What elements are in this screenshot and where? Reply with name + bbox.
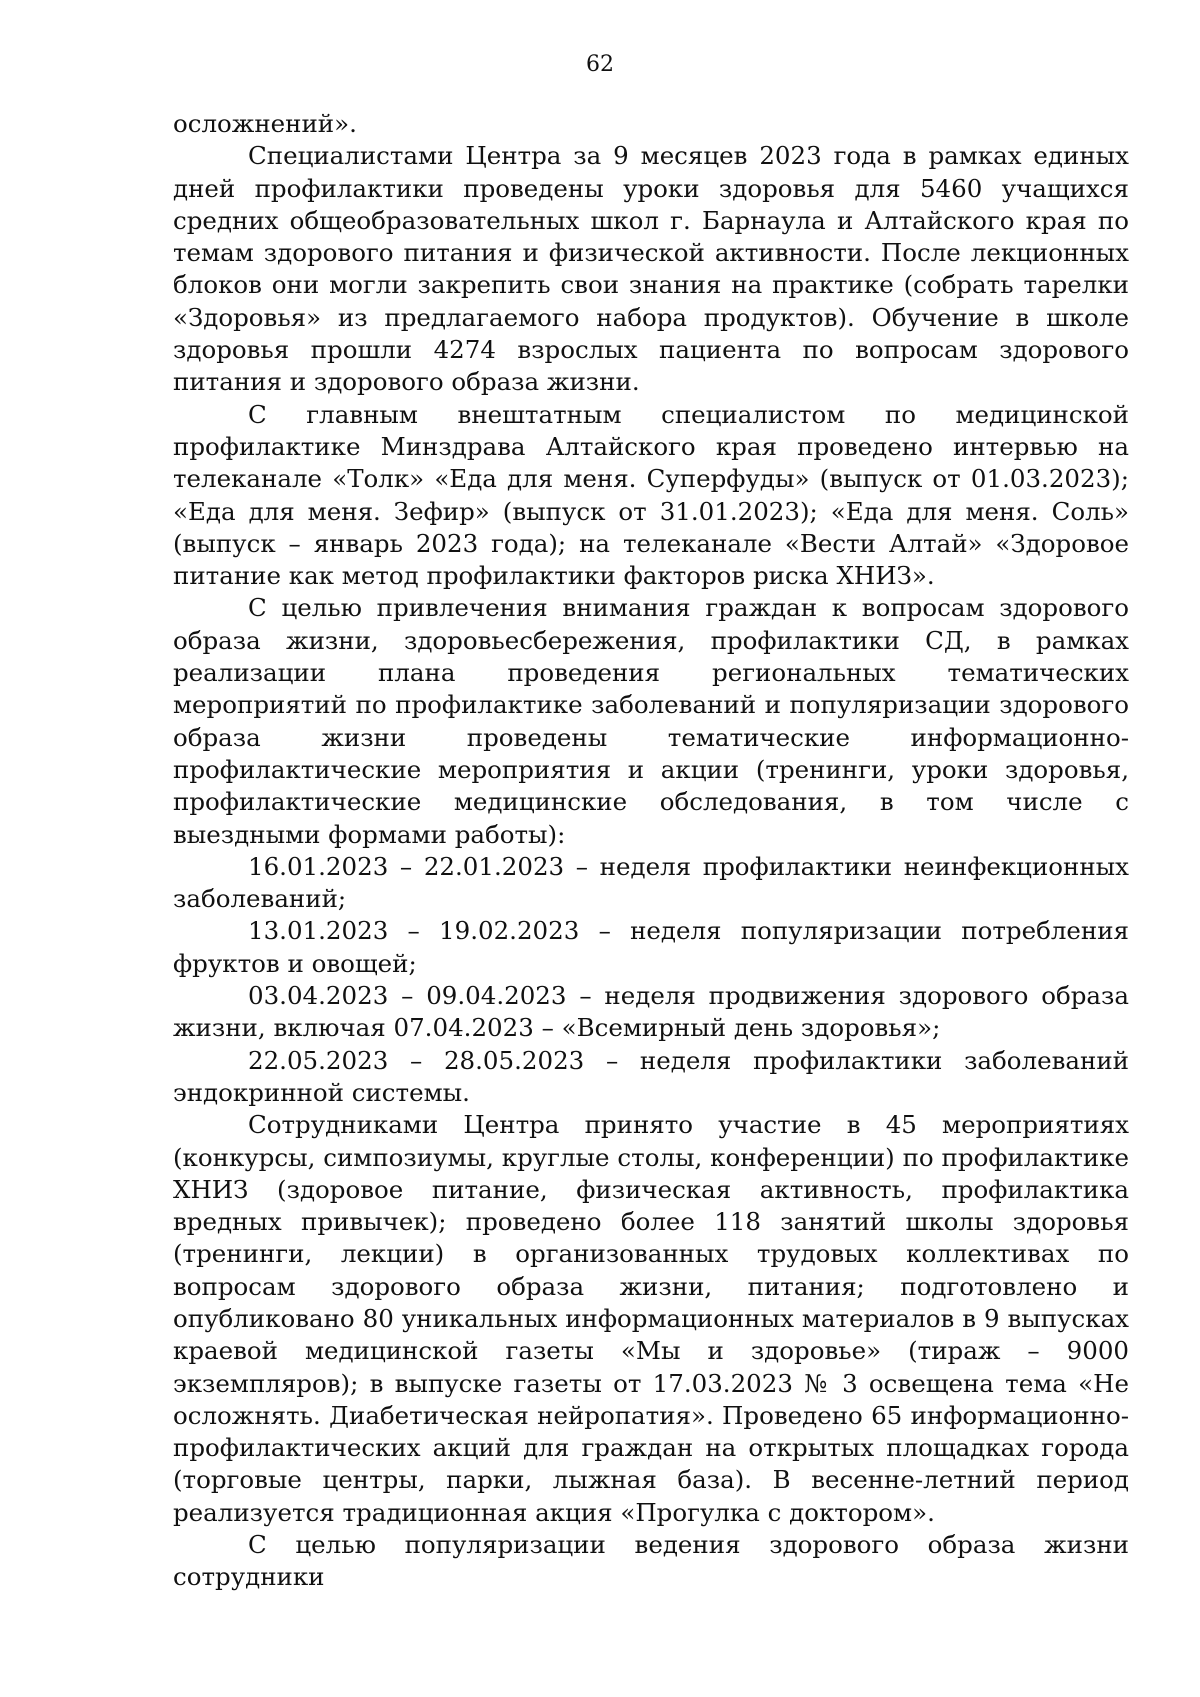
paragraph-thematic-events: С целью привлечения внимания граждан к вопросам здорового образа жизни, здоровьесбережения, профилактики СД, в рамках реализации плана проведения региональных тематических мероприятий по профилактике заболеваний и популяризации здорового образа жизни проведены тематические информационно-профилактические мероприятия и акции (тренинги, уроки здоровья, профилактические медицинские обследования, в том числе с выездными формами работы): xyxy=(173,593,1129,849)
document-body xyxy=(173,108,1129,1594)
event-week-fruits-vegetables: 13.01.2023 – 19.02.2023 – неделя популяризации потребления фруктов и овощей; xyxy=(173,916,1129,978)
event-week-ncd-prevention: 16.01.2023 – 22.01.2023 – неделя профилактики неинфекционных заболеваний; xyxy=(173,851,1129,914)
paragraph-center-participation: Сотрудниками Центра принято участие в 45 мероприятиях (конкурсы, симпозиумы, круглые столы, конференции) по профилактике ХНИЗ (здоровое питание, физическая активность, профилактика вредных привычек); проведено более 118 занятий школы здоровья (тренинги, лекции) в организованных трудовых коллективах по вопросам здорового образа жизни, питания; подготовлено и опубликовано 80 уникальных информационных материалов в 9 выпусках краевой медицинской газеты «Мы и здоровье» (тираж – 9000 экземпляров); в выпуске газеты от 17.03.2023 № 3 освещена тема «Не осложнять. Диабетическая нейропатия». Проведено 65 информационно-профилактических акций для граждан на открытых площадках города (торговые центры, парки, лыжная база). В весенне-летний период реализуется традиционная акция «Прогулка с доктором». xyxy=(173,1110,1129,1527)
page-number: 62 xyxy=(586,52,614,77)
paragraph-tv-interviews: С главным внештатным специалистом по медицинской профилактике Минздрава Алтайского края проведено интервью на телеканале «Толк» «Еда для меня. Суперфуды» (выпуск от 01.03.2023); «Еда для меня. Зефир» (выпуск от 31.01.2023); «Еда для меня. Соль» (выпуск – январь 2023 года); на телеканале «Вести Алтай» «Здоровое питание как метод профилактики факторов риска ХНИЗ». xyxy=(173,399,1129,591)
event-week-healthy-lifestyle: 03.04.2023 – 09.04.2023 – неделя продвижения здорового образа жизни, включая 07.04.2023 – «Всемирный день здоровья»; xyxy=(173,981,1129,1043)
event-week-endocrine: 22.05.2023 – 28.05.2023 – неделя профилактики заболеваний эндокринной системы. xyxy=(173,1045,1129,1107)
paragraph-popularization: С целью популяризации ведения здорового образа жизни сотрудники xyxy=(173,1530,1129,1592)
paragraph-continuation: осложнений». xyxy=(173,109,357,138)
paragraph-health-lessons: Специалистами Центра за 9 месяцев 2023 года в рамках единых дней профилактики проведены уроки здоровья для 5460 учащихся средних общеобразовательных школ г. Барнаула и Алтайского края по темам здорового питания и физической активности. После лекционных блоков они могли закрепить свои знания на практике (собрать тарелки «Здоровья» из предлагаемого набора продуктов). Обучение в школе здоровья прошли 4274 взрослых пациента по вопросам здорового питания и здорового образа жизни. xyxy=(173,141,1129,397)
